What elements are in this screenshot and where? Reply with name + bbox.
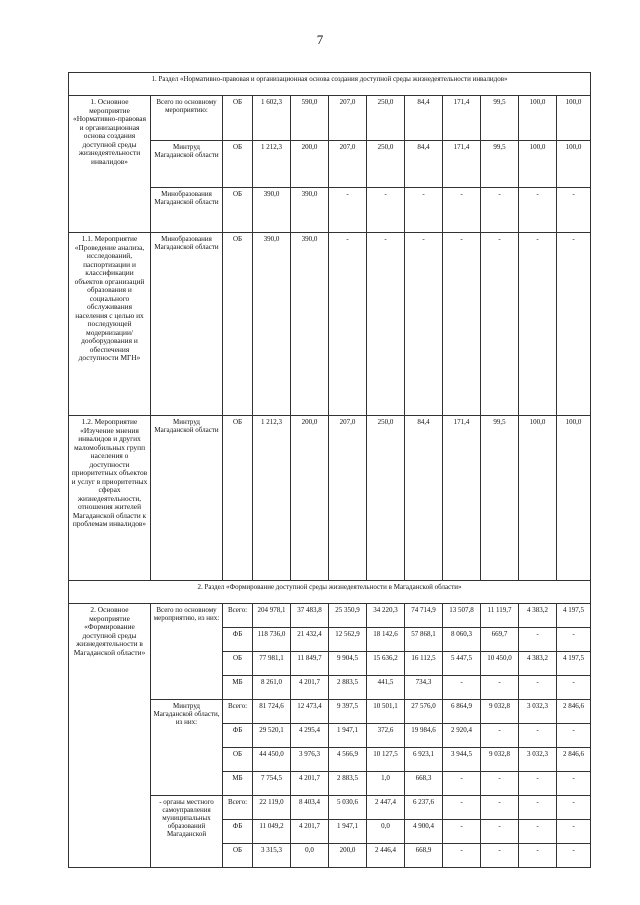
value-cell: 18 142,6 [367,628,405,652]
value-cell: 100,0 [557,141,591,188]
funding-source-cell: ОБ [223,188,253,233]
value-cell: - [443,188,481,233]
value-cell: 4 295,4 [291,724,329,748]
value-cell: 5 447,5 [443,652,481,676]
value-cell: 207,0 [329,141,367,188]
value-cell: 12 562,9 [329,628,367,652]
value-cell: - [481,844,519,868]
value-cell: - [481,188,519,233]
value-cell: 27 576,0 [405,700,443,724]
funding-source-cell: МБ [223,772,253,796]
value-cell: - [557,188,591,233]
funding-source-cell: МБ [223,676,253,700]
value-cell: 3 032,3 [519,700,557,724]
value-cell: 10 450,0 [481,652,519,676]
value-cell: 9 904,5 [329,652,367,676]
value-cell: - [557,676,591,700]
funding-source-cell: Всего: [223,796,253,820]
value-cell: 8 261,0 [253,676,291,700]
value-cell: - [481,233,519,416]
value-cell: 1 212,3 [253,141,291,188]
value-cell: 1 212,3 [253,416,291,581]
table-row [69,604,591,628]
value-cell: - [519,772,557,796]
value-cell: 100,0 [557,96,591,141]
value-cell: 8 403,4 [291,796,329,820]
value-cell: 171,4 [443,141,481,188]
value-cell: 84,4 [405,416,443,581]
value-cell: - [557,820,591,844]
table-body [69,73,591,868]
value-cell: - [481,772,519,796]
value-cell: - [443,233,481,416]
value-cell: 204 978,1 [253,604,291,628]
executor-cell: Всего по основному мероприятию, из них: [151,604,223,700]
value-cell: 12 473,4 [291,700,329,724]
executor-cell: Минобразования Магаданской области [151,233,223,416]
executor-cell: Минтруд Магаданской области, из них: [151,700,223,796]
value-cell: 2 883,5 [329,676,367,700]
value-cell: - [519,676,557,700]
value-cell: 1,0 [367,772,405,796]
executor-cell: Минтруд Магаданской области [151,416,223,581]
funding-source-cell: ФБ [223,628,253,652]
value-cell: 3 976,3 [291,748,329,772]
funding-source-cell: ОБ [223,748,253,772]
value-cell: - [519,820,557,844]
value-cell: 171,4 [443,416,481,581]
value-cell: - [519,844,557,868]
value-cell: 29 520,1 [253,724,291,748]
funding-source-cell: ОБ [223,96,253,141]
funding-source-cell: ФБ [223,820,253,844]
value-cell: 207,0 [329,416,367,581]
value-cell: - [481,676,519,700]
section-row [69,581,591,604]
value-cell: 2 446,4 [367,844,405,868]
value-cell: - [443,676,481,700]
value-cell: 372,6 [367,724,405,748]
value-cell: 250,0 [367,416,405,581]
value-cell: 668,9 [405,844,443,868]
section-1-title: 1. Раздел «Нормативно-правовая и организационная основа создания доступной среды жизнедеятельности инвалидов» [69,73,591,96]
value-cell: 10 127,5 [367,748,405,772]
value-cell: 200,0 [291,141,329,188]
value-cell: 44 450,0 [253,748,291,772]
value-cell: - [367,233,405,416]
value-cell: - [443,844,481,868]
executor-cell: Всего по основному мероприятию: [151,96,223,141]
value-cell: 8 060,3 [443,628,481,652]
funding-source-cell: Всего: [223,604,253,628]
value-cell: 3 315,3 [253,844,291,868]
value-cell: 84,4 [405,96,443,141]
value-cell: 15 636,2 [367,652,405,676]
value-cell: 2 447,4 [367,796,405,820]
value-cell: 6 237,6 [405,796,443,820]
value-cell: 19 984,6 [405,724,443,748]
value-cell: 4 201,7 [291,772,329,796]
value-cell: 6 864,9 [443,700,481,724]
value-cell: - [557,844,591,868]
value-cell: - [329,233,367,416]
value-cell: 22 119,0 [253,796,291,820]
executor-cell: - органы местного самоуправления муниципальных образований Магаданской [151,796,223,868]
value-cell: 390,0 [291,233,329,416]
table-row [69,416,591,581]
value-cell: - [443,820,481,844]
value-cell: - [329,188,367,233]
value-cell: 2 846,6 [557,700,591,724]
table-row [69,96,591,141]
program-funding-table [68,72,591,868]
measure-name: 2. Основное мероприятие «Формирование доступной среды жизнедеятельности в Магаданской области» [69,604,151,868]
value-cell: 9 032,8 [481,700,519,724]
value-cell: - [519,233,557,416]
value-cell: - [557,233,591,416]
value-cell: 11 119,7 [481,604,519,628]
value-cell: 118 736,0 [253,628,291,652]
value-cell: 734,3 [405,676,443,700]
value-cell: 0,0 [291,844,329,868]
value-cell: 1 947,1 [329,820,367,844]
value-cell: 99,5 [481,416,519,581]
table-row [69,233,591,416]
value-cell: 37 483,8 [291,604,329,628]
value-cell: 1 947,1 [329,724,367,748]
value-cell: 57 868,1 [405,628,443,652]
funding-source-cell: ФБ [223,724,253,748]
value-cell: 25 350,9 [329,604,367,628]
value-cell: 11 049,2 [253,820,291,844]
funding-source-cell: Всего: [223,700,253,724]
value-cell: 100,0 [519,96,557,141]
value-cell: 250,0 [367,96,405,141]
value-cell: - [481,724,519,748]
value-cell: - [519,188,557,233]
measure-name: 1.1. Мероприятие «Проведение анализа, исследований, паспортизации и классификации объектов организаций образования и социального обслуживания населения с целью их последующей модернизации/ дооборудования и обеспечения доступности МГН» [69,233,151,416]
measure-name: 1.2. Мероприятие «Изучение мнения инвалидов и других маломобильных групп населения о доступности приоритетных объектов и услуг в приоритетных сферах жизнедеятельности, отношения жителей Магаданской области к проблемам инвалидов» [69,416,151,581]
funding-source-cell: ОБ [223,141,253,188]
value-cell: - [557,628,591,652]
value-cell: 390,0 [291,188,329,233]
value-cell: 100,0 [519,141,557,188]
section-row [69,73,591,96]
value-cell: - [557,772,591,796]
value-cell: - [557,724,591,748]
value-cell: 441,5 [367,676,405,700]
value-cell: 13 507,8 [443,604,481,628]
value-cell: - [443,772,481,796]
value-cell: - [481,820,519,844]
value-cell: 74 714,9 [405,604,443,628]
value-cell: - [367,188,405,233]
value-cell: 11 849,7 [291,652,329,676]
value-cell: 2 846,6 [557,748,591,772]
funding-source-cell: ОБ [223,652,253,676]
value-cell: 0,0 [367,820,405,844]
value-cell: 669,7 [481,628,519,652]
executor-cell: Минобразования Магаданской области [151,188,223,233]
value-cell: 1 602,3 [253,96,291,141]
value-cell: 77 981,1 [253,652,291,676]
value-cell: 10 501,1 [367,700,405,724]
value-cell: - [519,724,557,748]
funding-source-cell: ОБ [223,233,253,416]
value-cell: 34 220,3 [367,604,405,628]
value-cell: 668,3 [405,772,443,796]
value-cell: - [481,796,519,820]
value-cell: - [519,796,557,820]
value-cell: 4 566,9 [329,748,367,772]
measure-name: 1. Основное мероприятие «Нормативно-правовая и организационная основа создания доступной среды жизнедеятельности инвалидов» [69,96,151,233]
value-cell: 16 112,5 [405,652,443,676]
value-cell: 4 383,2 [519,604,557,628]
value-cell: 6 923,1 [405,748,443,772]
value-cell: 3 944,5 [443,748,481,772]
value-cell: 2 920,4 [443,724,481,748]
value-cell: 9 397,5 [329,700,367,724]
value-cell: 390,0 [253,233,291,416]
value-cell: 3 032,3 [519,748,557,772]
value-cell: 4 201,7 [291,676,329,700]
value-cell: 4 197,5 [557,604,591,628]
value-cell: 100,0 [557,416,591,581]
value-cell: 200,0 [291,416,329,581]
value-cell: - [405,188,443,233]
value-cell: 100,0 [519,416,557,581]
value-cell: 590,0 [291,96,329,141]
value-cell: 81 724,6 [253,700,291,724]
value-cell: 4 197,5 [557,652,591,676]
funding-source-cell: ОБ [223,844,253,868]
value-cell: 2 883,5 [329,772,367,796]
value-cell: 250,0 [367,141,405,188]
value-cell: 7 754,5 [253,772,291,796]
value-cell: - [557,796,591,820]
section-2-title: 2. Раздел «Формирование доступной среды жизнедеятельности в Магаданской области» [69,581,591,604]
value-cell: 390,0 [253,188,291,233]
value-cell: 21 432,4 [291,628,329,652]
value-cell: - [443,796,481,820]
value-cell: 4 383,2 [519,652,557,676]
value-cell: - [519,628,557,652]
value-cell: 99,5 [481,96,519,141]
value-cell: 4 201,7 [291,820,329,844]
value-cell: 84,4 [405,141,443,188]
executor-cell: Минтруд Магаданской области [151,141,223,188]
value-cell: 4 900,4 [405,820,443,844]
value-cell: 200,0 [329,844,367,868]
page-number: 7 [316,32,324,47]
value-cell: 5 030,6 [329,796,367,820]
value-cell: 9 032,8 [481,748,519,772]
value-cell: 207,0 [329,96,367,141]
funding-source-cell: ОБ [223,416,253,581]
value-cell: - [405,233,443,416]
value-cell: 99,5 [481,141,519,188]
value-cell: 171,4 [443,96,481,141]
